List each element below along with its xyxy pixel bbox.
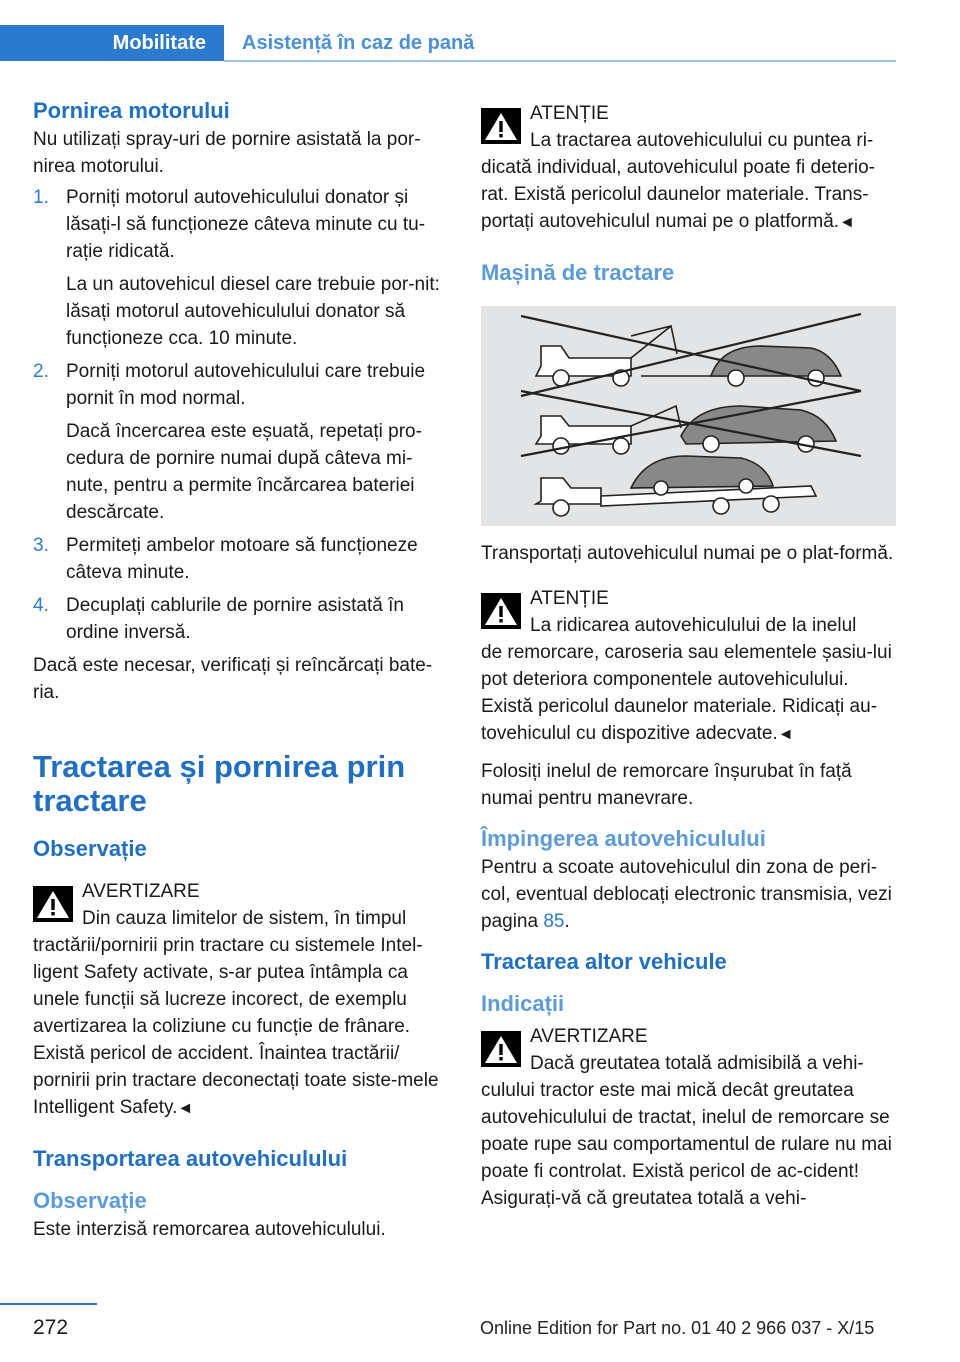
warning-first-line: Dacă greutatea totală admisibilă a vehi- xyxy=(530,1053,864,1074)
step-extra: La un autovehicul diesel care trebuie por-nit: lăsați motorul autovehiculului donator să funcționeze cca. 10 minute. xyxy=(66,274,440,349)
list-item xyxy=(33,358,449,526)
right-column xyxy=(481,100,897,1222)
caution-text: dicată individual, autovehiculul poate fi deterio-rat. Există pericolul daunelor materiale. Trans-portați autovehiculul numai pe o platformă. xyxy=(481,157,875,232)
paragraph-inel: Folosiți inelul de remorcare înșurubat în față numai pentru manevrare. xyxy=(481,761,852,809)
paragraph-pornire: Nu utilizați spray-uri de pornire asistată la por-nirea motorului. xyxy=(33,129,421,177)
caution-title: ATENȚIE xyxy=(530,103,609,124)
heading-impingerea: Împingerea autovehiculului xyxy=(481,826,766,851)
caution-first-line: La ridicarea autovehiculului de la inelul xyxy=(530,615,857,636)
heading-observatie-2: Observație xyxy=(33,1188,147,1213)
heading-tractarea-altor-vehicule: Tractarea altor vehicule xyxy=(481,949,727,974)
warning-triangle-icon xyxy=(33,886,73,922)
warning-first-line: Din cauza limitelor de sistem, în timpul xyxy=(82,908,407,929)
step-number: 2. xyxy=(33,361,49,382)
heading-transportarea: Transportarea autovehiculului xyxy=(33,1146,348,1171)
header-rule xyxy=(224,60,896,62)
paragraph-platforma: Transportați autovehiculul numai pe o plat-formă. xyxy=(481,543,894,564)
page-header xyxy=(0,0,960,62)
warning-triangle-icon xyxy=(481,1031,521,1067)
caution-first-line: La tractarea autovehiculului cu puntea ri- xyxy=(530,130,874,151)
step-text: Permiteți ambelor motoare să funcționeze câteva minute. xyxy=(66,535,418,583)
warning-title: AVERTIZARE xyxy=(82,881,200,902)
end-mark: ◄ xyxy=(839,214,855,231)
step-text: Porniți motorul autovehiculului care trebuie pornit în mod normal. xyxy=(66,361,426,409)
heading-pornirea-motorului: Pornirea motorului xyxy=(33,98,230,123)
paragraph-impingere-text: Pentru a scoate autovehiculul din zona de peri-col, eventual deblocați electronic transmisia, vezi pagina xyxy=(481,857,892,932)
heading-observatie: Observație xyxy=(33,836,147,861)
page-link[interactable]: 85 xyxy=(543,911,565,932)
caution-title: ATENȚIE xyxy=(530,588,609,609)
paragraph-interzisa: Este interzisă remorcarea autovehiculului. xyxy=(33,1219,386,1240)
list-item xyxy=(33,184,449,352)
warning-triangle-icon xyxy=(481,108,521,144)
tow-truck-illustration xyxy=(481,306,896,526)
tow-truck-drawing xyxy=(481,306,896,526)
step-number: 4. xyxy=(33,595,49,616)
paragraph-reincarcare: Dacă este necesar, verificați și reîncărcați bate-ria. xyxy=(33,655,433,703)
warning-text: culului tractor este mai mică decât greutatea autovehiculului de tractat, inelul de remorcare se poate rupe sau comportamentul de rulare nu mai poate fi controlat. Există pericol de ac-cident! Asigurați-vă că greutatea totală a vehi- xyxy=(481,1080,892,1209)
warning-block xyxy=(33,878,449,1122)
steps-list xyxy=(33,184,449,646)
heading-tractarea: Tractarea și pornirea prin tractare xyxy=(33,749,406,818)
paragraph-impingere: Pentru a scoate autovehiculul din zona de peri-col, eventual deblocați electronic transmisia, vezi pagina 85. xyxy=(481,857,892,932)
end-mark: ◄ xyxy=(777,726,794,743)
list-item xyxy=(33,532,449,586)
step-number: 3. xyxy=(33,535,49,556)
page-number: 272 xyxy=(33,1316,69,1339)
warning-text: tractării/pornirii prin tractare cu sistemele Intel-ligent Safety activate, s-ar putea întâmpla ca unele funcții să lucreze incorect, de exemplu avertizarea la coliziune cu funcție de frânare. Există pericol de accident. Înaintea tractării/ pornirii prin tractare deconectați toate siste-mele Intelligent Safety. xyxy=(33,935,439,1118)
warning-title: AVERTIZARE xyxy=(530,1026,648,1047)
left-column xyxy=(33,96,449,1243)
end-mark: ◄ xyxy=(177,1100,194,1117)
list-item xyxy=(33,592,449,646)
footer-rule xyxy=(0,1303,97,1305)
section-tab-asistenta[interactable]: Asistență în caz de pană xyxy=(242,31,475,54)
caution-block xyxy=(481,100,897,236)
caution-block xyxy=(481,585,897,748)
warning-triangle-icon xyxy=(481,593,521,629)
step-number: 1. xyxy=(33,187,49,208)
step-text: Porniți motorul autovehiculului donator și lăsați-l să funcționeze câteva minute cu tu-rație ridicată. xyxy=(66,187,426,262)
warning-block xyxy=(481,1023,897,1212)
step-extra: Dacă încercarea este eșuată, repetați pro-cedura de pornire numai după câteva mi-nute, pentru a permite încărcarea bateriei descărcate. xyxy=(66,421,422,523)
edition-text: Online Edition for Part no. 01 40 2 966 037 - X/15 xyxy=(480,1318,875,1338)
section-tab-mobilitate[interactable]: Mobilitate xyxy=(0,25,224,61)
heading-masina-de-tractare: Mașină de tractare xyxy=(481,260,675,285)
heading-indicatii: Indicații xyxy=(481,991,565,1016)
step-text: Decuplați cablurile de pornire asistată în ordine inversă. xyxy=(66,595,404,643)
caution-text: de remorcare, caroseria sau elementele șasiu-lui pot deteriora componentele autovehiculului. Există pericolul daunelor materiale. Ridicați au-tovehiculul cu dispozitive adecvate. xyxy=(481,642,892,744)
